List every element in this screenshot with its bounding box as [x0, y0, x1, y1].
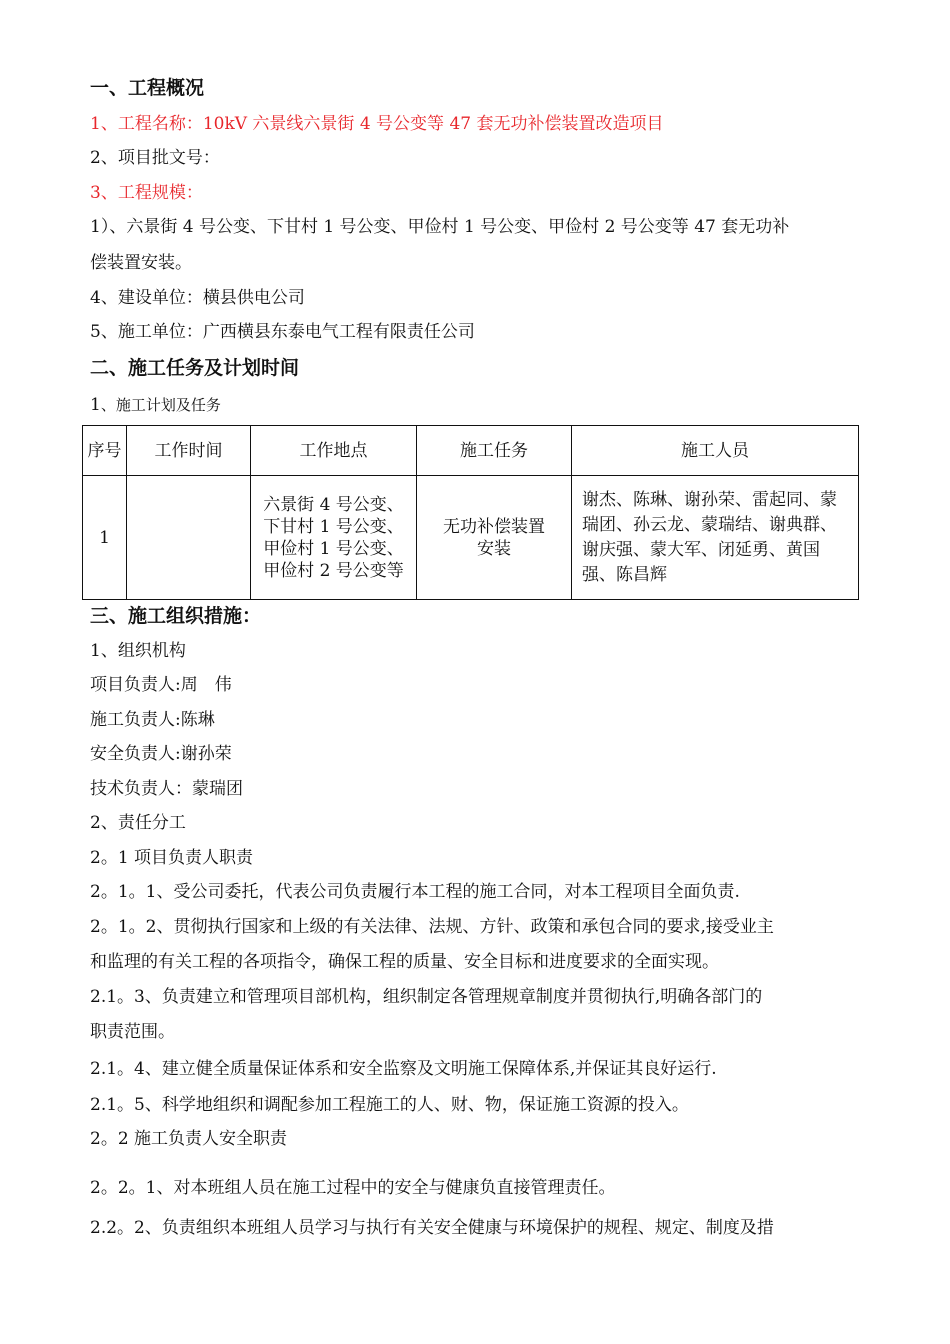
plan-subheading-number: 1 [90, 395, 101, 415]
project-name: 1、工程名称：10kV 六景线六景街 4 号公变等 47 套无功补偿装置改造项目 [90, 114, 664, 134]
header-location: 工作地点 [251, 426, 417, 476]
cell-location: 六景街 4 号公变、下甘村 1 号公变、甲俭村 1 号公变、甲俭村 2 号公变等 [251, 476, 417, 600]
cell-time [127, 476, 251, 600]
org-line-10: 和监理的有关工程的各项指令，确保工程的质量、安全目标和进度要求的全面实现。 [90, 952, 719, 972]
scale-label: 3、工程规模： [90, 183, 203, 203]
cell-seq: 1 [83, 476, 127, 600]
org-line-9: 2。1。2、贯彻执行国家和上级的有关法律、法规、方针、政策和承包合同的要求,接受业主 [90, 917, 774, 937]
plan-subheading-text: 、施工计划及任务 [100, 396, 221, 414]
cell-task: 无功补偿装置安装 [417, 476, 572, 600]
org-line-7: 2。1 项目负责人职责 [90, 848, 254, 868]
section-heading-overview: 一、工程概况 [90, 77, 205, 99]
table-header-row [83, 426, 859, 476]
org-line-4: 安全负责人:谢孙荣 [90, 744, 232, 764]
org-line-2: 项目负责人:周 伟 [90, 675, 232, 695]
header-staff: 施工人员 [572, 426, 859, 476]
org-line-17: 2.2。2、负责组织本班组人员学习与执行有关安全健康与环境保护的规程、规定、制度及措 [90, 1218, 774, 1238]
org-line-8: 2。1。1、受公司委托，代表公司负责履行本工程的施工合同，对本工程项目全面负责. [90, 882, 740, 902]
approval-number: 2、项目批文号： [90, 148, 220, 168]
plan-subheading [90, 394, 221, 416]
org-line-12: 职责范围。 [90, 1022, 175, 1042]
scale-line-1: 1）、六景街 4 号公变、下甘村 1 号公变、甲俭村 1 号公变、甲俭村 2 号公变等 47 套无功补 [90, 217, 790, 237]
org-line-5: 技术负责人：蒙瑞团 [90, 779, 243, 799]
header-seq: 序号 [83, 426, 127, 476]
org-line-16: 2。2。1、对本班组人员在施工过程中的安全与健康负直接管理责任。 [90, 1178, 616, 1198]
org-line-11: 2.1。3、负责建立和管理项目部机构，组织制定各管理规章制度并贯彻执行,明确各部门的 [90, 987, 763, 1007]
org-line-1: 1、组织机构 [90, 641, 186, 661]
section-heading-tasks: 二、施工任务及计划时间 [90, 357, 300, 379]
owner-unit: 4、建设单位：横县供电公司 [90, 288, 305, 308]
header-time: 工作时间 [127, 426, 251, 476]
org-line-14: 2.1。5、科学地组织和调配参加工程施工的人、财、物，保证施工资源的投入。 [90, 1095, 689, 1115]
contractor-unit: 5、施工单位：广西横县东泰电气工程有限责任公司 [90, 322, 475, 342]
header-task: 施工任务 [417, 426, 572, 476]
org-line-15: 2。2 施工负责人安全职责 [90, 1129, 288, 1149]
org-line-6: 2、责任分工 [90, 813, 186, 833]
plan-table [82, 425, 859, 600]
scale-line-2: 偿装置安装。 [90, 253, 192, 273]
table-row [83, 476, 859, 600]
org-line-13: 2.1。4、建立健全质量保证体系和安全监察及文明施工保障体系,并保证其良好运行. [90, 1059, 717, 1079]
section-heading-organization: 三、施工组织措施： [90, 605, 262, 627]
org-line-3: 施工负责人:陈琳 [90, 710, 215, 730]
cell-staff: 谢杰、陈琳、谢孙荣、雷起同、蒙瑞团、孙云龙、蒙瑞结、谢典群、谢庆强、蒙大军、闭延勇、黄国强、陈昌辉 [572, 476, 859, 600]
